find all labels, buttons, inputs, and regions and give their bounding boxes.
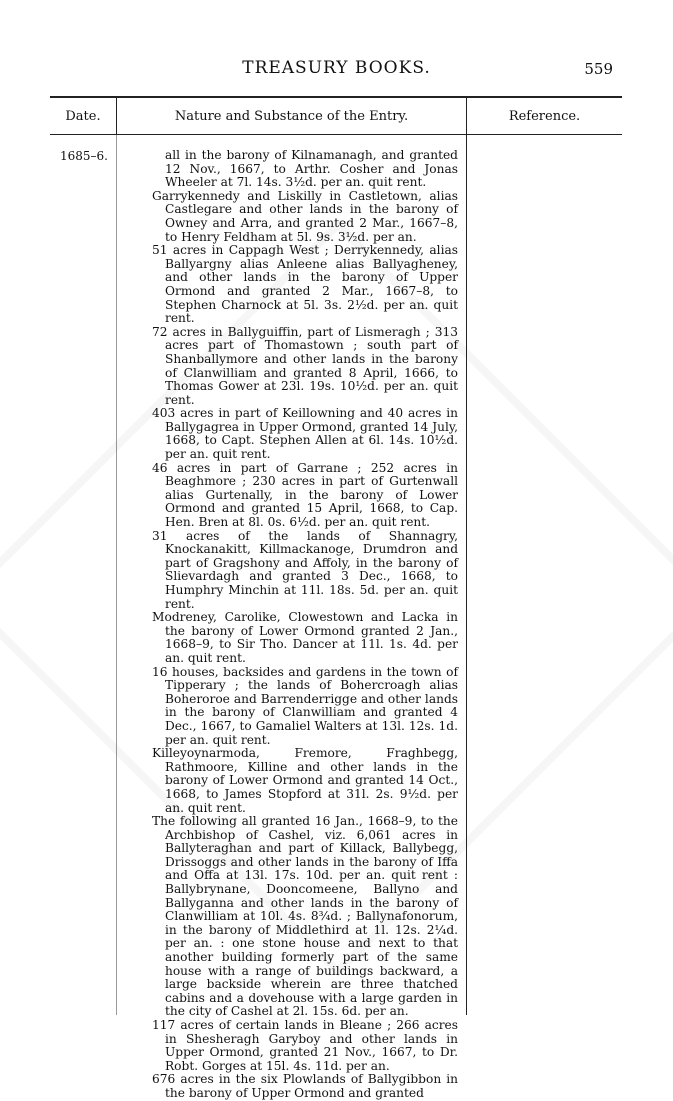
entry-text: 72 acres in Ballyguiffin, part of Lismeragh ; 313 acres part of Thomastown ; south part of Shanballymore and other lands in the barony of Clanwilliam and granted 8 April, 1666, to Thomas Gower at 23l. 19s. 10½d. per an. quit rent. xyxy=(152,324,458,407)
entry-text: 676 acres in the six Plowlands of Ballygibbon in the barony of Upper Ormond and granted xyxy=(152,1072,458,1100)
nature-column-header: Nature and Substance of the Entry. xyxy=(174,109,409,124)
reference-column-header: Reference. xyxy=(508,109,581,124)
entry-text: The following all granted 16 Jan., 1668–9, to the Archbishop of Cashel, viz. 6,061 acres in Ballyteraghan and part of Killack, Ballybegg, Drissoggs and other lands in the barony of Iffa and Offa at 13l. 17s. 10d. per an. quit rent : Ballybrynane, Dooncomeene, Ballyno and Ballyganna and other lands in the barony of Clanwilliam at 10l. 4s. 8¾d. ; Ballynafonorum, in the barony of Middlethird at 1l. 12s. 2¼d. per an. : one stone house and next to that another building formerly part of the same house with a range of buildings backward, a large backside wherein are three thatched cabins and a dovehouse with a large garden in the city of Cashel at 2l. 15s. 6d. per an. xyxy=(152,814,458,1019)
page-header-title: TREASURY BOOKS. xyxy=(242,58,431,78)
entry-text: Garrykennedy and Liskilly in Castletown, alias Castlegare and other lands in the barony of Owney and Arra, and granted 2 Mar., 1667–8, to Henry Feldham at 5l. 9s. 3½d. per an. xyxy=(152,188,458,244)
page-number: 559 xyxy=(584,60,613,78)
entry-text: Modreney, Carolike, Clowestown and Lacka in the barony of Lower Ormond granted 2 Jan., 1668–9, to Sir Tho. Dancer at 11l. 1s. 4d. per an. quit rent. xyxy=(152,610,458,665)
entry-text: all in the barony of Kilnamanagh, and granted 12 Nov., 1667, to Arthr. Cosher and Jonas Wheeler at 7l. 14s. 3½d. per an. quit rent. xyxy=(165,148,458,190)
entries-list xyxy=(152,149,458,1101)
entry-text: 31 acres of the lands of Shannagry, Knockanakitt, Killmackanoge, Drumdron and part of Gragshony and Affoly, in the barony of Slievardagh and granted 3 Dec., 1668, to Humphry Minchin at 11l. 18s. 5d. per an. quit rent. xyxy=(152,528,458,611)
entry-text: 117 acres of certain lands in Bleane ; 266 acres in Shesheragh Garyboy and other lands in Upper Ormond, granted 21 Nov., 1667, to Dr. Robt. Gorges at 15l. 4s. 11d. per an. xyxy=(152,1018,458,1073)
entry-text: 51 acres in Cappagh West ; Derrykennedy, alias Ballyargny alias Anleene alias Ballyagheney, and other lands in the barony of Upper Ormond and granted 2 Mar., 1667–8, to Stephen Charnock at 5l. 3s. 2½d. per an. quit rent. xyxy=(152,243,458,326)
entry-text: 16 houses, backsides and gardens in the town of Tipperary ; the lands of Bohercroagh alias Boheroroe and Barrenderrigge and other lands in the barony of Clanwilliam and granted 4 Dec., 1667, to Gamaliel Walters at 13l. 12s. 1d. per an. quit rent. xyxy=(152,664,458,747)
entry-text: Killeyoynarmoda, Fremore, Fraghbegg, Rathmoore, Killine and other lands in the barony of Lower Ormond and granted 14 Oct., 1668, to James Stopford at 31l. 2s. 9½d. per an. quit rent. xyxy=(152,746,458,815)
table-header-rule xyxy=(50,134,622,135)
column-divider-left-body xyxy=(116,135,117,1015)
entry-text: 403 acres in part of Keillowning and 40 acres in Ballygagrea in Upper Ormond, granted 14 July, 1668, to Capt. Stephen Allen at 6l. 14s. 10½d. per an. quit rent. xyxy=(152,406,458,462)
column-divider-right xyxy=(466,97,467,1015)
entry-text: 46 acres in part of Garrane ; 252 acres in Beaghmore ; 230 acres in part of Gurtenwall alias Gurtenally, in the barony of Lower Ormond and granted 15 April, 1668, to Cap. Hen. Bren at 8l. 0s. 6½d. per an. quit rent. xyxy=(152,460,458,530)
date-column-header: Date. xyxy=(65,109,101,124)
date-value: 1685–6. xyxy=(60,149,108,163)
table-top-rule xyxy=(50,96,622,98)
